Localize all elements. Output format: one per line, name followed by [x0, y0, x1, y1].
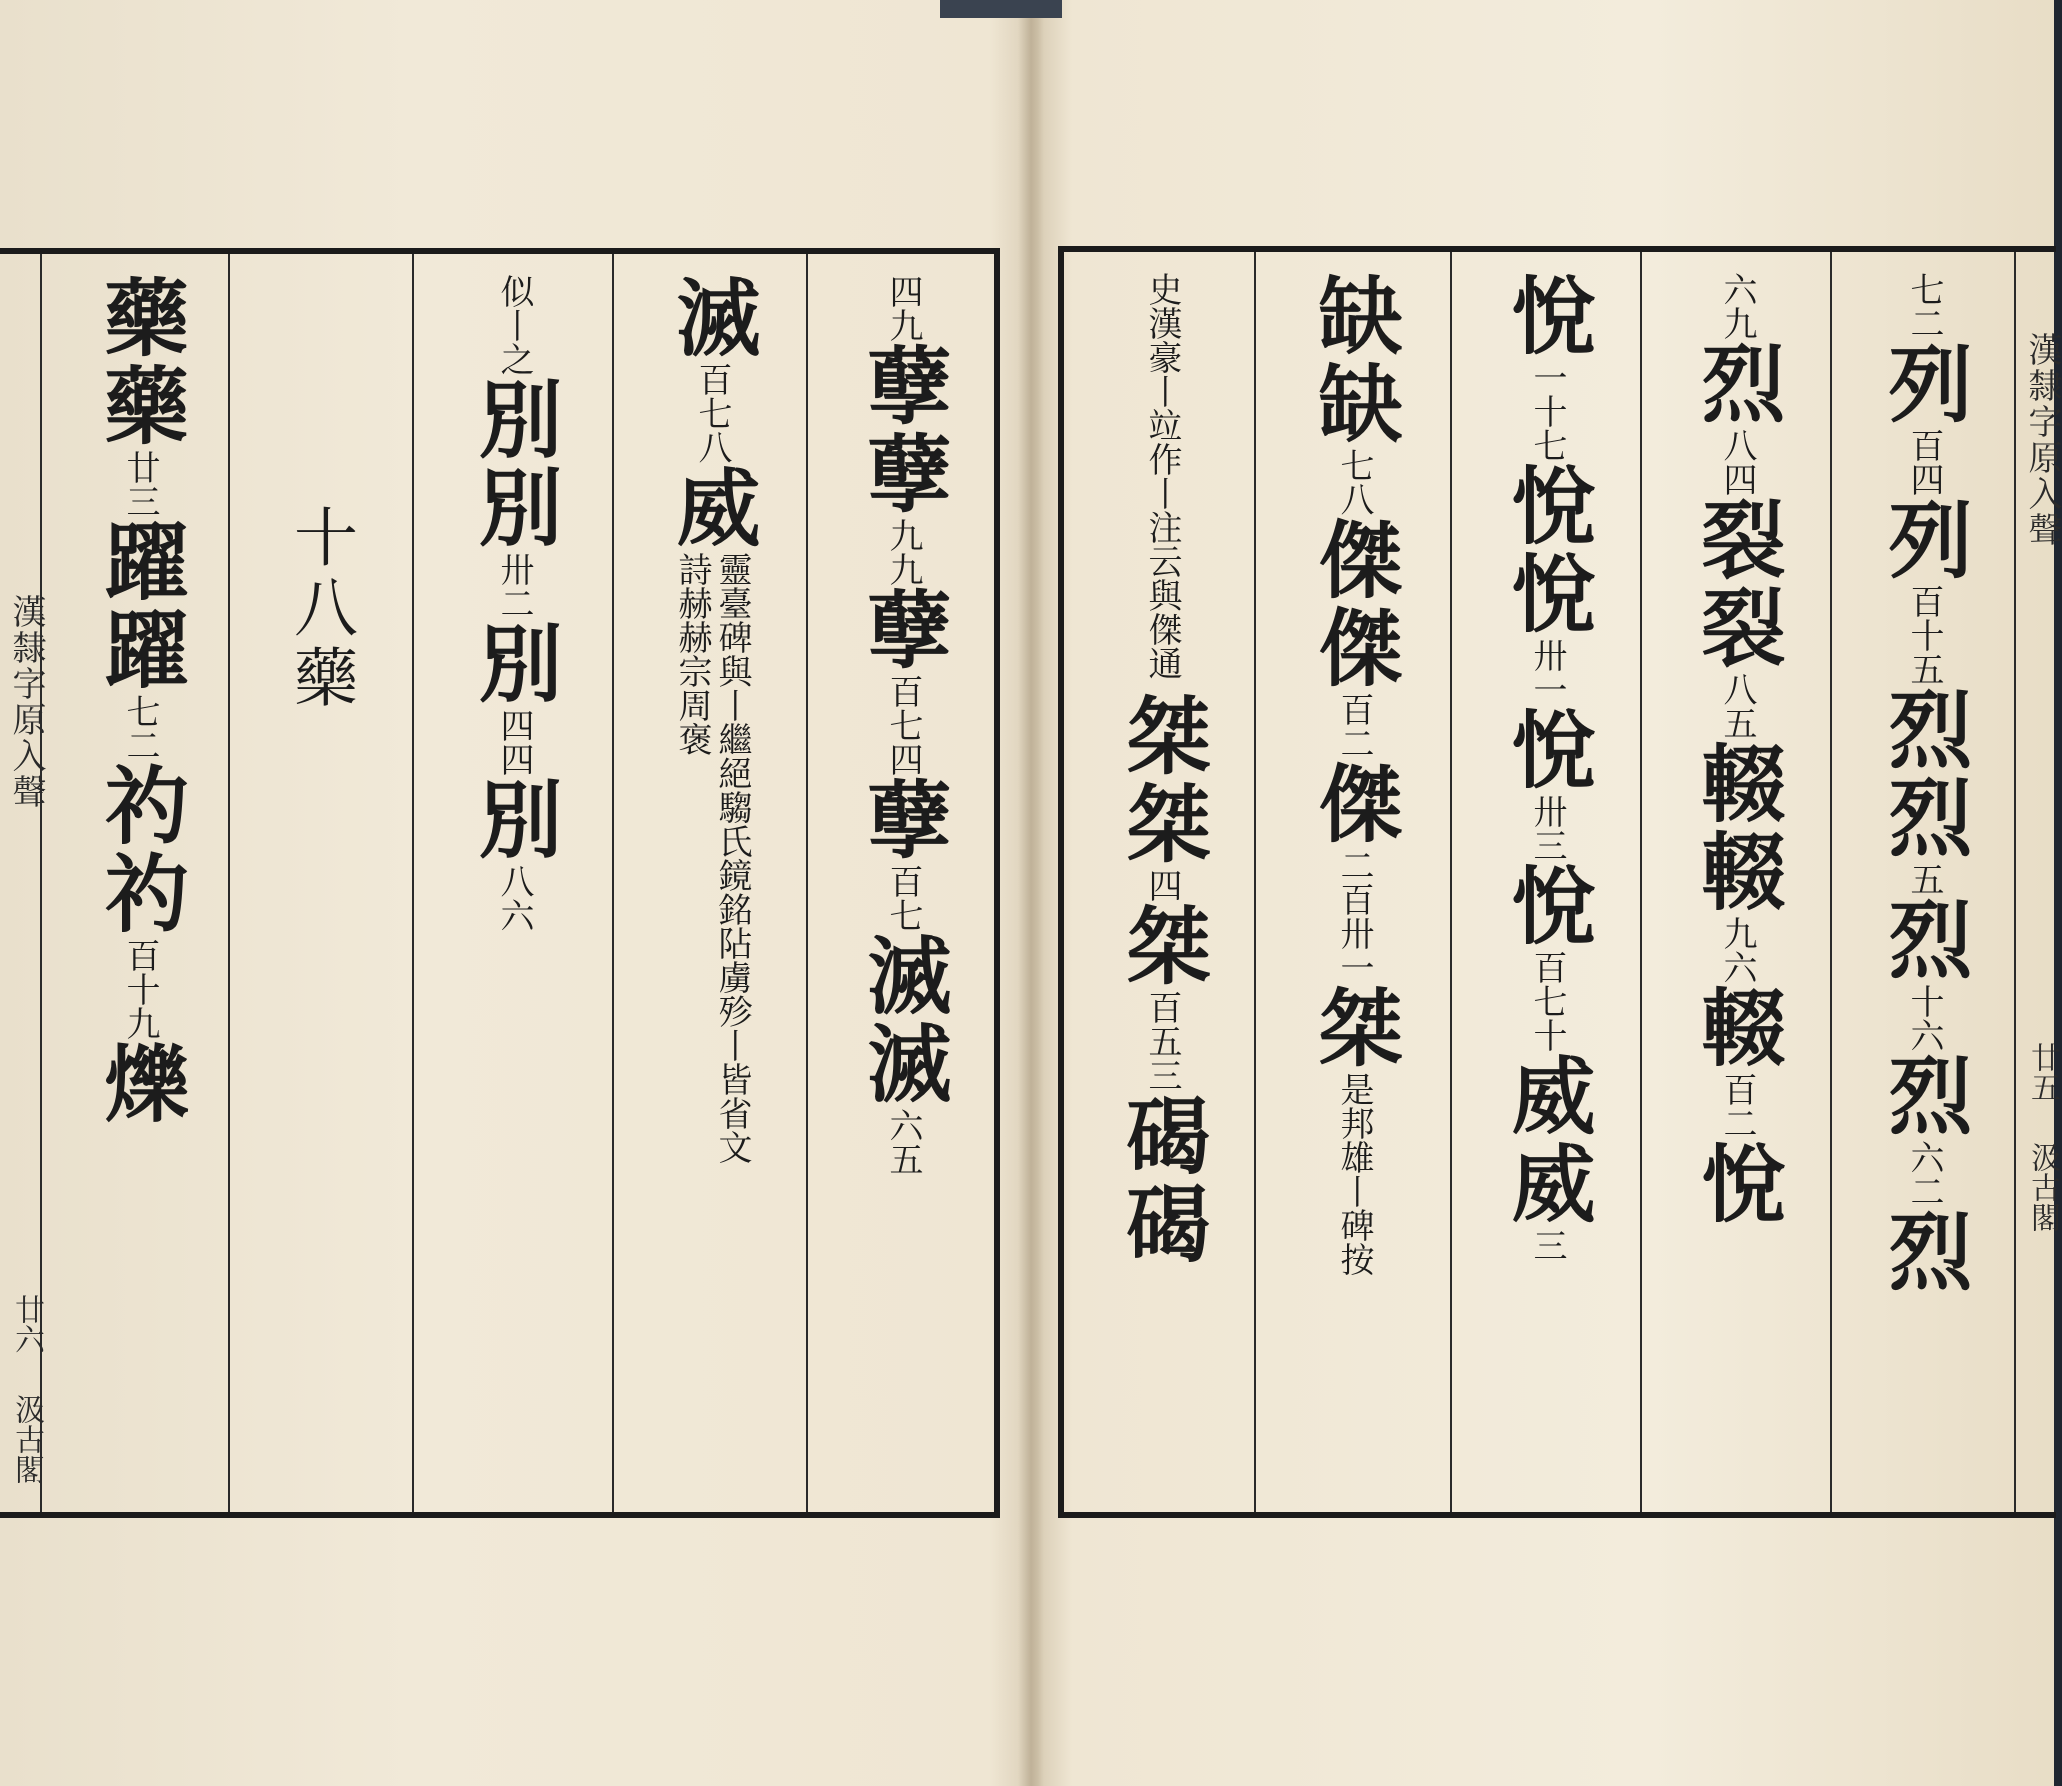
right-page-publisher: 汲古閣	[2025, 1142, 2060, 1232]
glyph-entry: 烈	[1875, 1052, 1974, 1140]
index-note: 九九	[883, 518, 923, 586]
glyph-entry: 威威	[1498, 1052, 1597, 1228]
glyph-entry: 滅	[663, 274, 762, 362]
column-divider	[228, 254, 230, 1512]
column-divider	[412, 254, 414, 1512]
index-note: 二百卅一	[1334, 848, 1374, 984]
right-page-margin-title: 漢隸字原入聲	[2022, 332, 2062, 548]
glyph-entry: 悅	[1498, 862, 1597, 950]
annotation-text: 靈臺碑與丨繼絕騶氏鏡銘阽虜殄丨皆省文詩赫赫宗周褒	[672, 552, 752, 1164]
glyph-entry: 烈	[1875, 1208, 1974, 1296]
glyph-entry: 礿礿	[91, 762, 190, 938]
index-note: 卅一	[1527, 638, 1567, 706]
index-note: 百七四	[883, 674, 923, 776]
glyph-entry: 悅	[1688, 1140, 1787, 1228]
index-note: 七二	[1904, 272, 1944, 340]
glyph-entry: 桀	[1305, 984, 1404, 1072]
glyph-entry: 悅	[1498, 272, 1597, 360]
column-divider	[806, 254, 808, 1512]
index-note: 百七八	[692, 362, 732, 464]
right-column-1	[1074, 272, 1250, 1492]
column-divider	[1640, 252, 1642, 1512]
right-column-3	[1460, 272, 1634, 1492]
left-column-2	[240, 504, 400, 1492]
right-page-frame	[1058, 246, 2062, 1518]
index-note: 一十七	[1527, 360, 1567, 462]
index-note: 百五三	[1142, 990, 1182, 1092]
glyph-entry: 桀桀	[1113, 692, 1212, 868]
glyph-entry: 孽	[854, 776, 953, 864]
glyph-entry: 傑傑	[1305, 516, 1404, 692]
index-note: 廿三	[120, 450, 160, 518]
index-note: 八四	[1717, 428, 1757, 496]
index-note: 百十九	[120, 938, 160, 1040]
index-note: 百二	[1717, 1072, 1757, 1140]
column-divider	[1450, 252, 1452, 1512]
glyph-entry: 缺缺	[1305, 272, 1404, 448]
index-note: 五	[1904, 862, 1944, 896]
index-note: 百二	[1334, 692, 1374, 760]
book-gutter	[1018, 0, 1044, 1786]
index-note: 九六	[1717, 916, 1757, 984]
glyph-entry: 悅	[1498, 706, 1597, 794]
index-note: 卅二	[494, 552, 534, 620]
section-heading: 十八藥	[283, 504, 357, 714]
glyph-entry: 烈	[1875, 896, 1974, 984]
left-page-frame	[0, 248, 1000, 1518]
index-note: 四四	[494, 708, 534, 776]
column-divider	[612, 254, 614, 1512]
glyph-entry: 列	[1875, 496, 1974, 584]
glyph-entry: 藥藥	[91, 274, 190, 450]
column-divider	[1830, 252, 1832, 1512]
glyph-entry: 爍	[91, 1040, 190, 1128]
index-note: 七八	[1334, 448, 1374, 516]
index-note: 六五	[883, 1108, 923, 1176]
glyph-entry: 別	[465, 620, 564, 708]
left-page-number: 廿六	[9, 1294, 44, 1354]
index-note: 八六	[494, 864, 534, 932]
right-page-number: 廿五	[2025, 1042, 2060, 1102]
right-column-5	[1840, 272, 2008, 1492]
glyph-entry: 裂裂	[1688, 496, 1787, 672]
index-note: 四九	[883, 274, 923, 342]
index-note: 百七	[883, 864, 923, 932]
glyph-entry: 別別	[465, 376, 564, 552]
glyph-entry: 躍躍	[91, 518, 190, 694]
glyph-entry: 威	[663, 464, 762, 552]
index-note: 七二	[120, 694, 160, 762]
annotation-text: 是邦雄丨碑按	[1334, 1072, 1374, 1276]
glyph-entry: 烈	[1688, 340, 1787, 428]
page-edge	[940, 0, 1062, 18]
glyph-entry: 烈烈	[1875, 686, 1974, 862]
left-page-margin-title: 漢隸字原入聲	[6, 594, 46, 810]
glyph-entry: 別	[465, 776, 564, 864]
glyph-entry: 輟	[1688, 984, 1787, 1072]
glyph-entry: 孽	[854, 586, 953, 674]
glyph-entry: 碣碣	[1113, 1092, 1212, 1268]
column-divider	[1254, 252, 1256, 1512]
glyph-entry: 孽孽	[854, 342, 953, 518]
left-column-4	[624, 274, 800, 1492]
index-note: 六九	[1717, 272, 1757, 340]
glyph-entry: 輟輟	[1688, 740, 1787, 916]
glyph-entry: 列	[1875, 340, 1974, 428]
index-note: 四	[1142, 868, 1182, 902]
right-column-2	[1264, 272, 1444, 1492]
left-column-1	[60, 274, 220, 1492]
index-note: 三	[1527, 1228, 1567, 1262]
right-column-4	[1650, 272, 1824, 1492]
glyph-entry: 桀	[1113, 902, 1212, 990]
glyph-entry: 傑	[1305, 760, 1404, 848]
index-note: 卅三	[1527, 794, 1567, 862]
index-note: 百七十	[1527, 950, 1567, 1052]
margin-divider	[2014, 252, 2016, 1512]
glyph-entry: 悅悅	[1498, 462, 1597, 638]
annotation-text: 似丨之	[494, 274, 534, 376]
annotation-text: 史漢豪丨竝作丨注云與傑通	[1142, 272, 1182, 680]
index-note: 百十五	[1904, 584, 1944, 686]
left-column-5	[818, 274, 988, 1492]
index-note: 六二	[1904, 1140, 1944, 1208]
left-page-publisher: 汲古閣	[9, 1394, 44, 1484]
index-note: 八五	[1717, 672, 1757, 740]
index-note: 十六	[1904, 984, 1944, 1052]
index-note: 百四	[1904, 428, 1944, 496]
left-column-3	[424, 274, 604, 1492]
glyph-entry: 滅滅	[854, 932, 953, 1108]
